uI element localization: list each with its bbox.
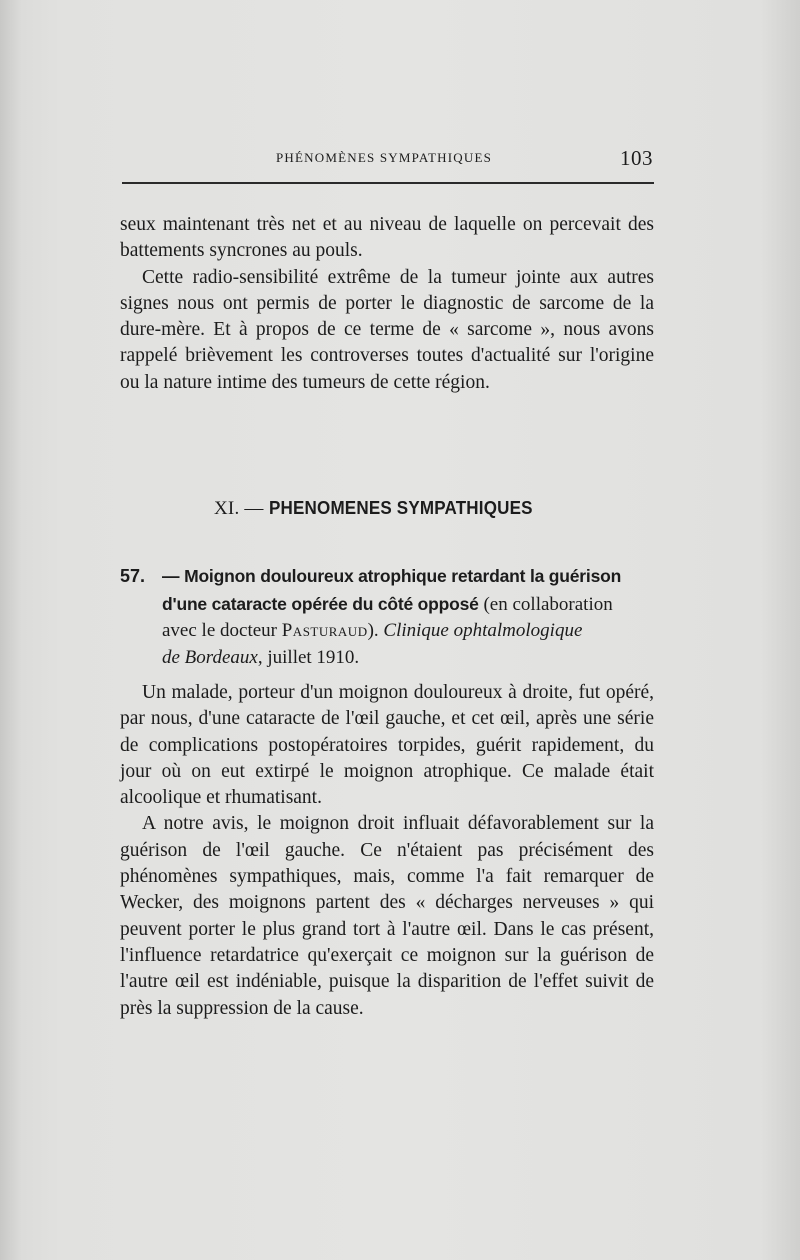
entry-author: Pasturaud <box>281 620 368 641</box>
entry-line-3 <box>120 618 660 645</box>
entry-title-part-1: Moignon douloureux atrophique retardant la guérison <box>184 566 622 586</box>
section-heading <box>214 497 556 520</box>
section-title: PHENOMENES SYMPATHIQUES <box>268 497 533 518</box>
entry-title-part-2: d'une cataracte opérée du côté opposé <box>162 593 479 614</box>
entry-description-block <box>120 680 654 1022</box>
entry-line-2 <box>120 591 660 619</box>
entry-line-3-suffix: ). <box>367 620 384 641</box>
page-number: 103 <box>620 146 653 170</box>
header-rule <box>122 182 654 184</box>
paragraph-malade: Un malade, porteur d'un moignon douloureux à droite, fut opéré, par nous, d'une cataracte de l'œil gauche, et cet œil, après une série de complications postopératoires torpides, guérit rapidement, du jour où on eut extirpé le moignon atrophique. Ce malade était alcoolique et rhumatisant. <box>120 682 654 809</box>
entry-collaboration: (en collaboration <box>478 593 613 615</box>
bibliography-entry-57 <box>120 563 660 671</box>
entry-line-1 <box>120 563 660 591</box>
paragraph-radio-sensibilite: Cette radio-sensibilité extrême de la tumeur jointe aux autres signes nous ont permis de porter le diagnostic de sarcome de la dure-mère. Et à propos de ce terme de « sarcome », nous avons rappelé brièvement les controverses toutes d'actualité sur l'origine ou la nature intime des tumeurs de cette région. <box>120 266 654 393</box>
entry-dash: — <box>162 566 180 586</box>
entry-date: , juillet 1910. <box>257 646 360 668</box>
paragraph-notre-avis: A notre avis, le moignon droit influait défavorablement sur la guérison de l'œil gauche. Ce n'étaient pas précisément des phénomènes sympathiques, mais, comme l'a fait remarquer de Wecker, des moignons partent des « décharges nerveuses » qui peuvent porter le plus grand tort à l'autre œil. Dans le cas présent, l'influence retardatrice qu'exerçait ce moignon sur la guérison de l'autre œil est indéniable, puisque la disparition de l'effet suivit de près la suppression de la cause. <box>120 813 654 1019</box>
entry-journal-part-1: Clinique ophtalmologique <box>383 620 583 641</box>
section-number: XI. — <box>214 498 264 519</box>
paragraph-continued: seux maintenant très net et au niveau de laquelle on percevait des battements syncrones au pouls. <box>120 214 654 262</box>
running-header-title: PHÉNOMÈNES SYMPATHIQUES <box>276 150 493 165</box>
entry-journal-part-2: de Bordeaux <box>162 646 258 668</box>
continued-text-block <box>120 212 654 396</box>
entry-number: 57. <box>120 566 146 586</box>
entry-line-3-prefix: avec le docteur <box>162 620 282 641</box>
entry-line-4 <box>120 645 660 672</box>
